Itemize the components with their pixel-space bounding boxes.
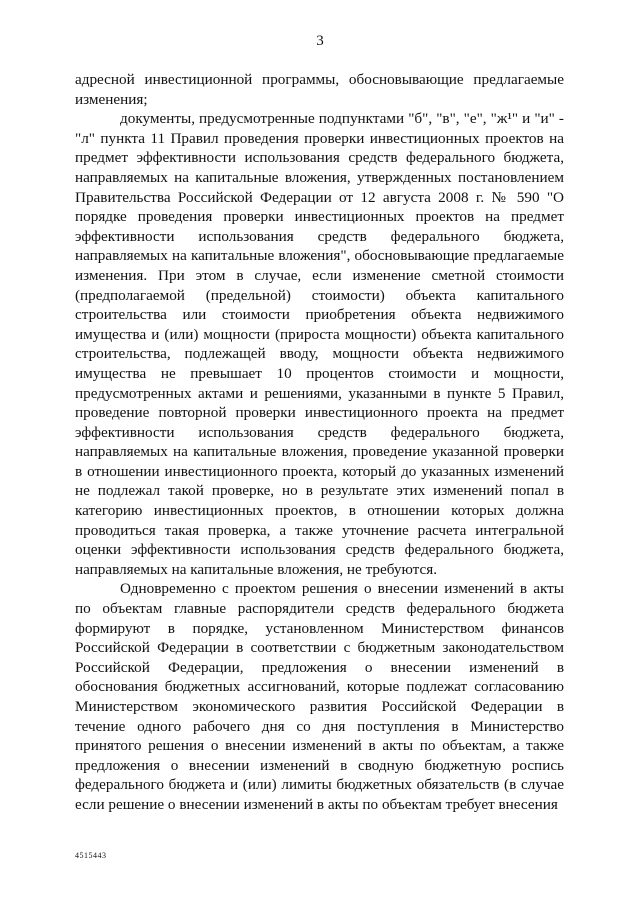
document-code: 4515443	[75, 851, 107, 860]
paragraph-2: документы, предусмотренные подпунктами "б", "в", "е", "ж¹" и "и" - "л" пункта 11 Правил проведения проверки инвестиционных проектов на предмет эффективности использования средств федерального бюджета, направляемых на капитальные вложения, утвержденных постановлением Правительства Российской Федерации от 12 августа 2008 г. № 590 "О порядке проведения проверки инвестиционных проектов на предмет эффективности использования средств федерального бюджета, направляемых на капитальные вложения", обосновывающие предлагаемые изменения. При этом в случае, если изменение сметной стоимости (предполагаемой (предельной) стоимости) объекта капитального строительства или стоимости приобретения объекта недвижимого имущества и (или) мощности (прироста мощности) объекта капитального строительства, подлежащей вводу, мощности объекта недвижимого имущества не превышает 10 процентов стоимости и мощности, предусмотренных актами и решениями, указанными в пункте 5 Правил, проведение повторной проверки инвестиционного проекта на предмет эффективности использования средств федерального бюджета, направляемых на капитальные вложения, проведение указанной проверки в отношении инвестиционного проекта, который до указанных изменений не подлежал такой проверке, но в результате этих изменений попал в категорию инвестиционных проектов, в отношении которых должна проводиться такая проверка, а также уточнение расчета интегральной оценки эффективности использования средств федерального бюджета, направляемых на капитальные вложения, не требуются.	[75, 110, 564, 578]
paragraph-3: Одновременно с проектом решения о внесении изменений в акты по объектам главные распорядители средств федерального бюджета формируют в порядке, установленном Министерством финансов Российской Федерации в соответствии с бюджетным законодательством Российской Федерации, предложения о внесении изменений в обоснования бюджетных ассигнований, которые подлежат согласованию Министерством экономического развития Российской Федерации в течение одного рабочего дня со дня поступления в Министерство принятого решения о внесении изменений в акты по объектам, а также предложения о внесении изменений в сводную бюджетную роспись федерального бюджета и (или) лимиты бюджетных обязательств (в случае если решение о внесении изменений в акты по объектам требует внесения	[75, 580, 564, 813]
paragraph-1: адресной инвестиционной программы, обосновывающие предлагаемые изменения;	[75, 71, 564, 108]
body-text	[75, 70, 564, 815]
page-number: 3	[316, 33, 324, 49]
